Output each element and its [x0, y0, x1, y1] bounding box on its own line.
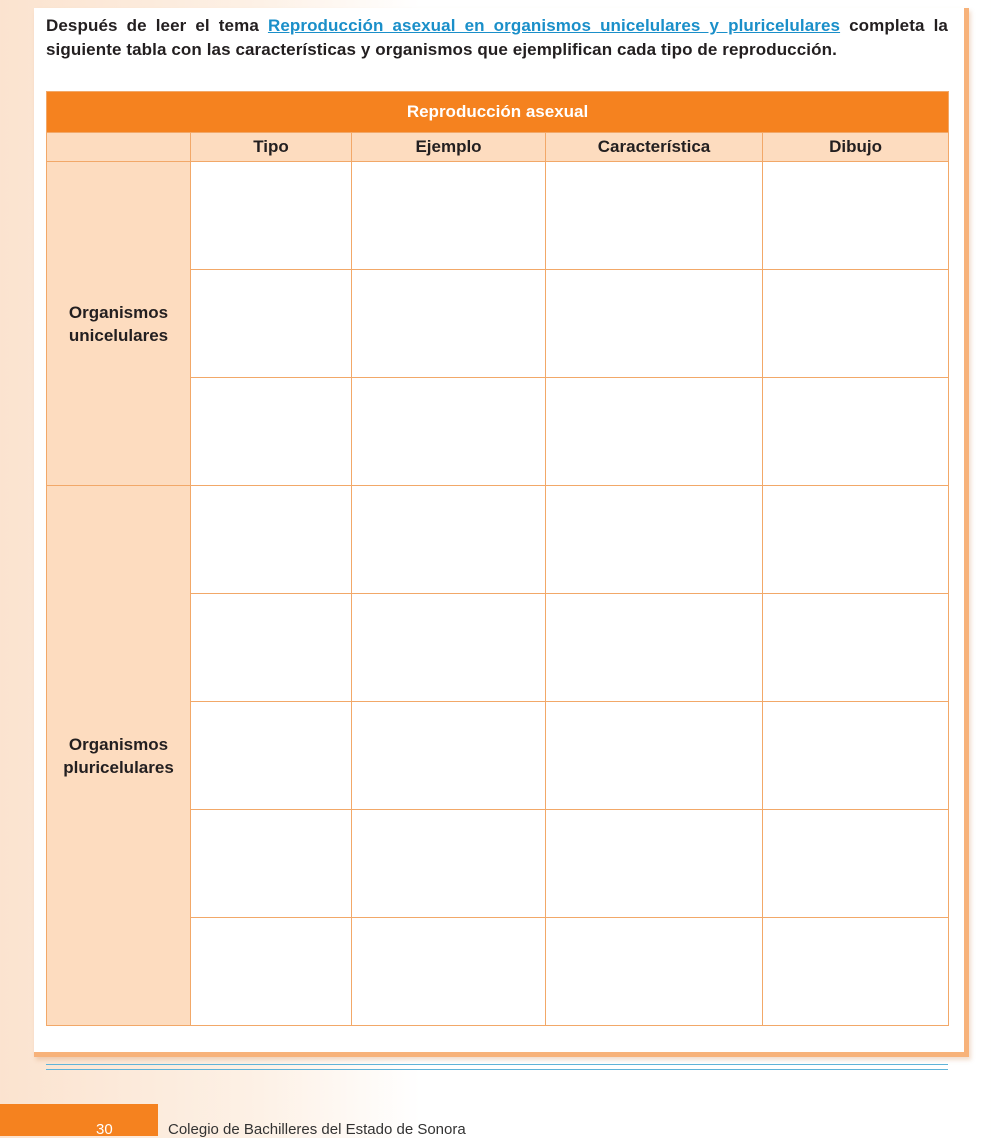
tipo-cell[interactable] — [191, 486, 352, 594]
caracteristica-cell[interactable] — [546, 378, 763, 486]
dibujo-cell[interactable] — [763, 594, 949, 702]
ejemplo-cell[interactable] — [352, 162, 546, 270]
dibujo-cell[interactable] — [763, 378, 949, 486]
column-header-blank — [47, 133, 191, 162]
ejemplo-cell[interactable] — [352, 702, 546, 810]
instructions-suffix: completa la siguiente tabla con las características y organismos que ejemplifican cada tipo de reproducción. — [46, 16, 948, 59]
column-header-dibujo: Dibujo — [763, 133, 949, 162]
dibujo-cell[interactable] — [763, 270, 949, 378]
instructions-prefix: Después de leer el tema — [46, 16, 268, 35]
group-label-line: Organismos — [68, 734, 169, 754]
dibujo-cell[interactable] — [763, 918, 949, 1026]
tipo-cell[interactable] — [191, 162, 352, 270]
table-header-row — [47, 133, 949, 162]
footer-divider — [46, 1069, 948, 1070]
tipo-cell[interactable] — [191, 702, 352, 810]
ejemplo-cell[interactable] — [352, 594, 546, 702]
ejemplo-cell[interactable] — [352, 810, 546, 918]
tipo-cell[interactable] — [191, 378, 352, 486]
table-row — [47, 162, 949, 270]
table-row — [47, 486, 949, 594]
column-header-ejemplo: Ejemplo — [352, 133, 546, 162]
footer-divider — [46, 1064, 948, 1065]
column-header-tipo: Tipo — [191, 133, 352, 162]
column-header-caracteristica: Característica — [546, 133, 763, 162]
group-label-pluricelulares — [47, 486, 191, 1026]
caracteristica-cell[interactable] — [546, 810, 763, 918]
caracteristica-cell[interactable] — [546, 918, 763, 1026]
footer-page-tab — [0, 1104, 158, 1136]
tipo-cell[interactable] — [191, 270, 352, 378]
table-title-row — [47, 92, 949, 133]
caracteristica-cell[interactable] — [546, 702, 763, 810]
ejemplo-cell[interactable] — [352, 270, 546, 378]
group-label-line: Organismos — [68, 302, 169, 322]
ejemplo-cell[interactable] — [352, 486, 546, 594]
ejemplo-cell[interactable] — [352, 918, 546, 1026]
ejemplo-cell[interactable] — [352, 378, 546, 486]
caracteristica-cell[interactable] — [546, 270, 763, 378]
dibujo-cell[interactable] — [763, 162, 949, 270]
activity-table — [46, 91, 949, 1026]
tipo-cell[interactable] — [191, 918, 352, 1026]
tipo-cell[interactable] — [191, 594, 352, 702]
caracteristica-cell[interactable] — [546, 486, 763, 594]
page-number: 30 — [96, 1121, 113, 1138]
caracteristica-cell[interactable] — [546, 162, 763, 270]
group-label-line: unicelulares — [68, 325, 169, 345]
topic-link[interactable]: Reproducción asexual en organismos unicelulares y pluricelulares — [267, 16, 841, 35]
caracteristica-cell[interactable] — [546, 594, 763, 702]
instructions-text — [46, 14, 948, 62]
group-label-line: pluricelulares — [63, 757, 174, 777]
group-label-unicelulares — [47, 162, 191, 486]
table-title: Reproducción asexual — [47, 92, 949, 133]
dibujo-cell[interactable] — [763, 486, 949, 594]
tipo-cell[interactable] — [191, 810, 352, 918]
dibujo-cell[interactable] — [763, 702, 949, 810]
footer-institution: Colegio de Bachilleres del Estado de Sonora — [168, 1121, 466, 1138]
dibujo-cell[interactable] — [763, 810, 949, 918]
